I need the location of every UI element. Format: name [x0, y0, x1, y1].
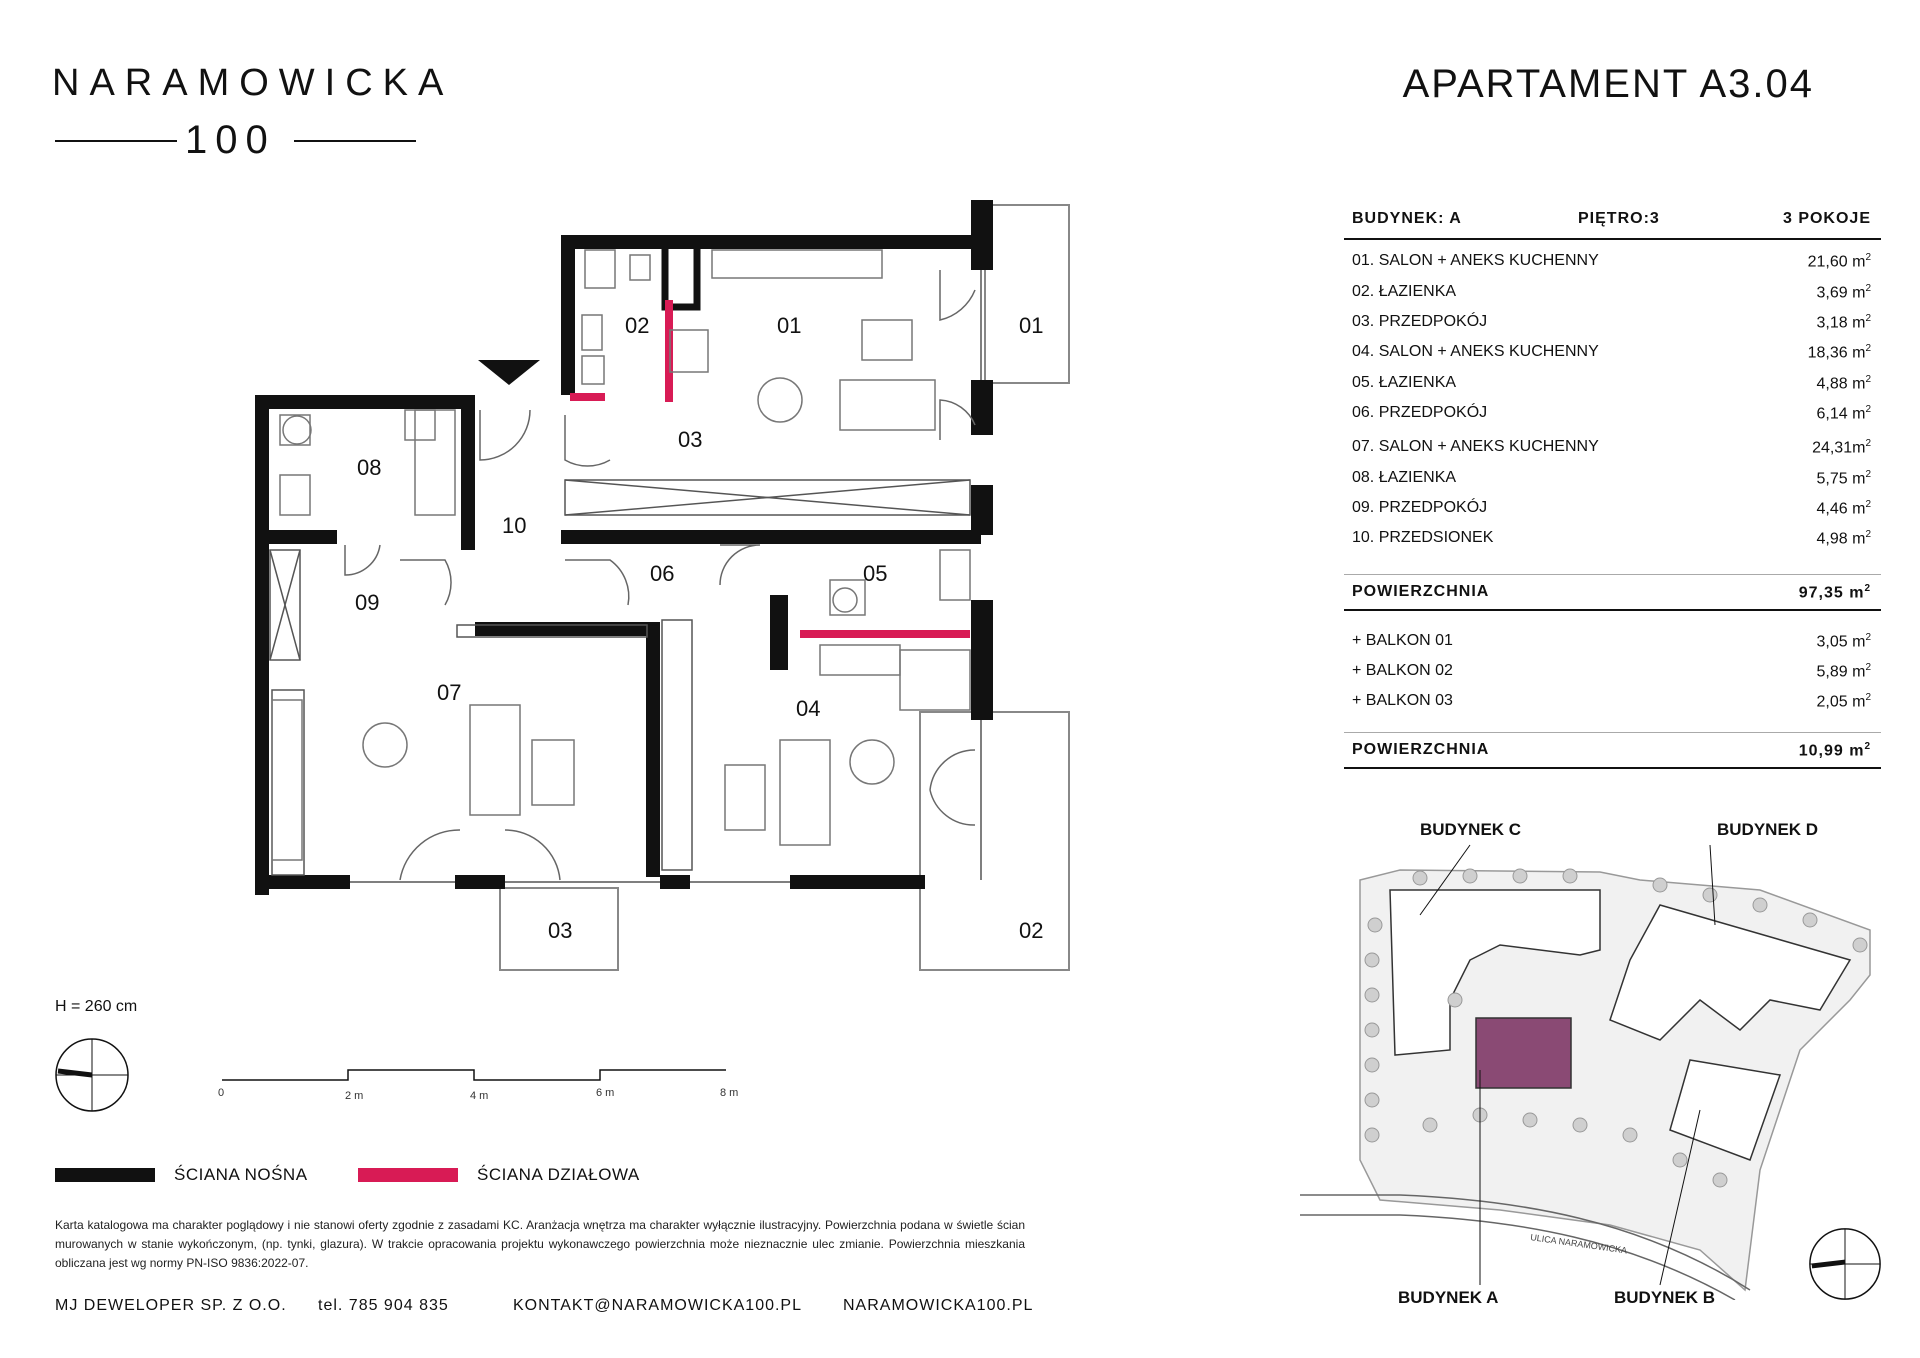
room-row: [1344, 252, 1881, 282]
logo-name: NARAMOWICKA: [52, 62, 454, 104]
balcony-row: [1344, 632, 1881, 662]
disclaimer: Karta katalogowa ma charakter poglądowy i nie stanowi oferty zgodnie z zasadami KC. Aranżacja wnętrza ma charakter wyłącznie ilustracyjny. Powierzchnia podana w świetle ścian murowanych w stanie wykończonym, (np. tynki, glazura). W trakcie opracowania projektu wykonawczego powierzchnia może nieznacznie ulec zmianie. Powierzchnia mieszkania obliczana jest wg normy PN-ISO 9836:2022-07.: [55, 1218, 1025, 1270]
room-name: 06. PRZEDPOKÓJ: [1352, 404, 1488, 421]
scale-8: 8 m: [720, 1087, 739, 1099]
room-label-08: 08: [357, 455, 382, 480]
logo-number: 100: [185, 118, 276, 162]
balcony-area: 5,89 $m^2$: [1816, 662, 1871, 681]
room-row: [1344, 438, 1881, 468]
balcony-02: [920, 712, 1069, 970]
building-d-label: BUDYNEK D: [1717, 820, 1819, 839]
legend-load-bearing-label: ŚCIANA NOŚNA: [174, 1165, 308, 1184]
room-area: 3,18 $m^2$: [1816, 313, 1871, 332]
room-area: 4,46 $m^2$: [1816, 499, 1871, 518]
summary-header: [1344, 208, 1881, 240]
partition-walls: [570, 300, 970, 638]
room-name: 04. SALON + ANEKS KUCHENNY: [1352, 343, 1599, 360]
scale-2: 2 m: [345, 1090, 364, 1102]
room-name: 07. SALON + ANEKS KUCHENNY: [1352, 438, 1599, 455]
balcony-total-row: [1344, 732, 1881, 769]
balcony-area: 3,05 $m^2$: [1816, 632, 1871, 651]
room-row: [1344, 499, 1881, 529]
room-label-02: 02: [625, 313, 650, 338]
balcony-label-02: 02: [1019, 918, 1044, 943]
balcony-name: + BALKON 03: [1352, 692, 1453, 709]
rooms-count: 3 POKOJE: [1782, 210, 1871, 227]
building-a-highlight: [1476, 1018, 1571, 1088]
footer-website[interactable]: NARAMOWICKA100.PL: [843, 1297, 1034, 1314]
footer-email[interactable]: KONTAKT@NARAMOWICKA100.PL: [513, 1297, 802, 1314]
scale-bar: [220, 1060, 740, 1090]
room-area: 18,36 $m^2$: [1807, 343, 1871, 362]
balcony-name: + BALKON 01: [1352, 632, 1453, 649]
compass-icon: [52, 1035, 132, 1115]
room-area: 21,60 $m^2$: [1807, 252, 1871, 271]
ceiling-height: H = 260 cm: [55, 998, 138, 1015]
room-label-01: 01: [777, 313, 802, 338]
building-a-label: BUDYNEK A: [1398, 1288, 1499, 1307]
room-row: [1344, 283, 1881, 313]
total-area-value: 97,35 $m^2$: [1798, 583, 1871, 602]
building-c-label: BUDYNEK C: [1420, 820, 1522, 839]
room-area: 5,75 $m^2$: [1816, 469, 1871, 488]
balcony-row: [1344, 662, 1881, 692]
room-name: 05. ŁAZIENKA: [1352, 374, 1457, 391]
balcony-area: 2,05 $m^2$: [1816, 692, 1871, 711]
total-area-label: POWIERZCHNIA: [1352, 583, 1490, 600]
balcony-name: + BALKON 02: [1352, 662, 1453, 679]
scale-4: 4 m: [470, 1090, 489, 1102]
room-area: 6,14 $m^2$: [1816, 404, 1871, 423]
room-name: 08. ŁAZIENKA: [1352, 469, 1457, 486]
logo-rule-left: [55, 140, 177, 142]
room-row: [1344, 313, 1881, 343]
room-name: 02. ŁAZIENKA: [1352, 283, 1457, 300]
room-label-04: 04: [796, 696, 821, 721]
footer-phone[interactable]: tel. 785 904 835: [318, 1297, 449, 1314]
room-label-07: 07: [437, 680, 462, 705]
logo-rule-right: [294, 140, 416, 142]
room-name: 01. SALON + ANEKS KUCHENNY: [1352, 252, 1599, 269]
legend-partition-swatch: [358, 1168, 458, 1182]
room-row: [1344, 469, 1881, 499]
balcony-label-03: 03: [548, 918, 573, 943]
scale-6: 6 m: [596, 1087, 615, 1099]
room-name: 10. PRZEDSIONEK: [1352, 529, 1494, 546]
footer-company: MJ DEWELOPER SP. Z O.O.: [55, 1297, 287, 1314]
room-row: [1344, 529, 1881, 559]
balcony-label-01: 01: [1019, 313, 1044, 338]
room-row: [1344, 343, 1881, 373]
legend-load-bearing-swatch: [55, 1168, 155, 1182]
building-b-label: BUDYNEK B: [1614, 1288, 1716, 1307]
legend-partition-label: ŚCIANA DZIAŁOWA: [477, 1165, 640, 1184]
room-name: 09. PRZEDPOKÓJ: [1352, 499, 1488, 516]
room-label-10: 10: [502, 513, 527, 538]
room-area: 4,88 $m^2$: [1816, 374, 1871, 393]
balcony-total-label: POWIERZCHNIA: [1352, 741, 1490, 758]
room-name: 03. PRZEDPOKÓJ: [1352, 313, 1488, 330]
room-area: 3,69 $m^2$: [1816, 283, 1871, 302]
entrance-arrow-icon: [478, 360, 540, 385]
room-label-06: 06: [650, 561, 675, 586]
balcony-row: [1344, 692, 1881, 722]
floor-label: PIĘTRO:3: [1578, 210, 1660, 227]
apartment-title: APARTAMENT A3.04: [1402, 62, 1814, 106]
room-row: [1344, 404, 1881, 434]
room-area: $24,31m^2$: [1812, 438, 1871, 457]
balcony-01: [985, 205, 1069, 383]
compass-icon-site: [1806, 1225, 1884, 1303]
room-label-05: 05: [863, 561, 888, 586]
street-name: ULICA NARAMOWICKA: [1529, 1232, 1628, 1256]
room-row: [1344, 374, 1881, 404]
room-area: 4,98 $m^2$: [1816, 529, 1871, 548]
scale-0: 0: [218, 1087, 225, 1099]
room-label-03: 03: [678, 427, 703, 452]
building-label: BUDYNEK: A: [1352, 210, 1462, 227]
total-area-row: [1344, 574, 1881, 611]
site-plan: [1290, 830, 1890, 1300]
load-bearing-walls: [255, 200, 993, 895]
balcony-total-value: 10,99 $m^2$: [1798, 741, 1871, 760]
room-label-09: 09: [355, 590, 380, 615]
